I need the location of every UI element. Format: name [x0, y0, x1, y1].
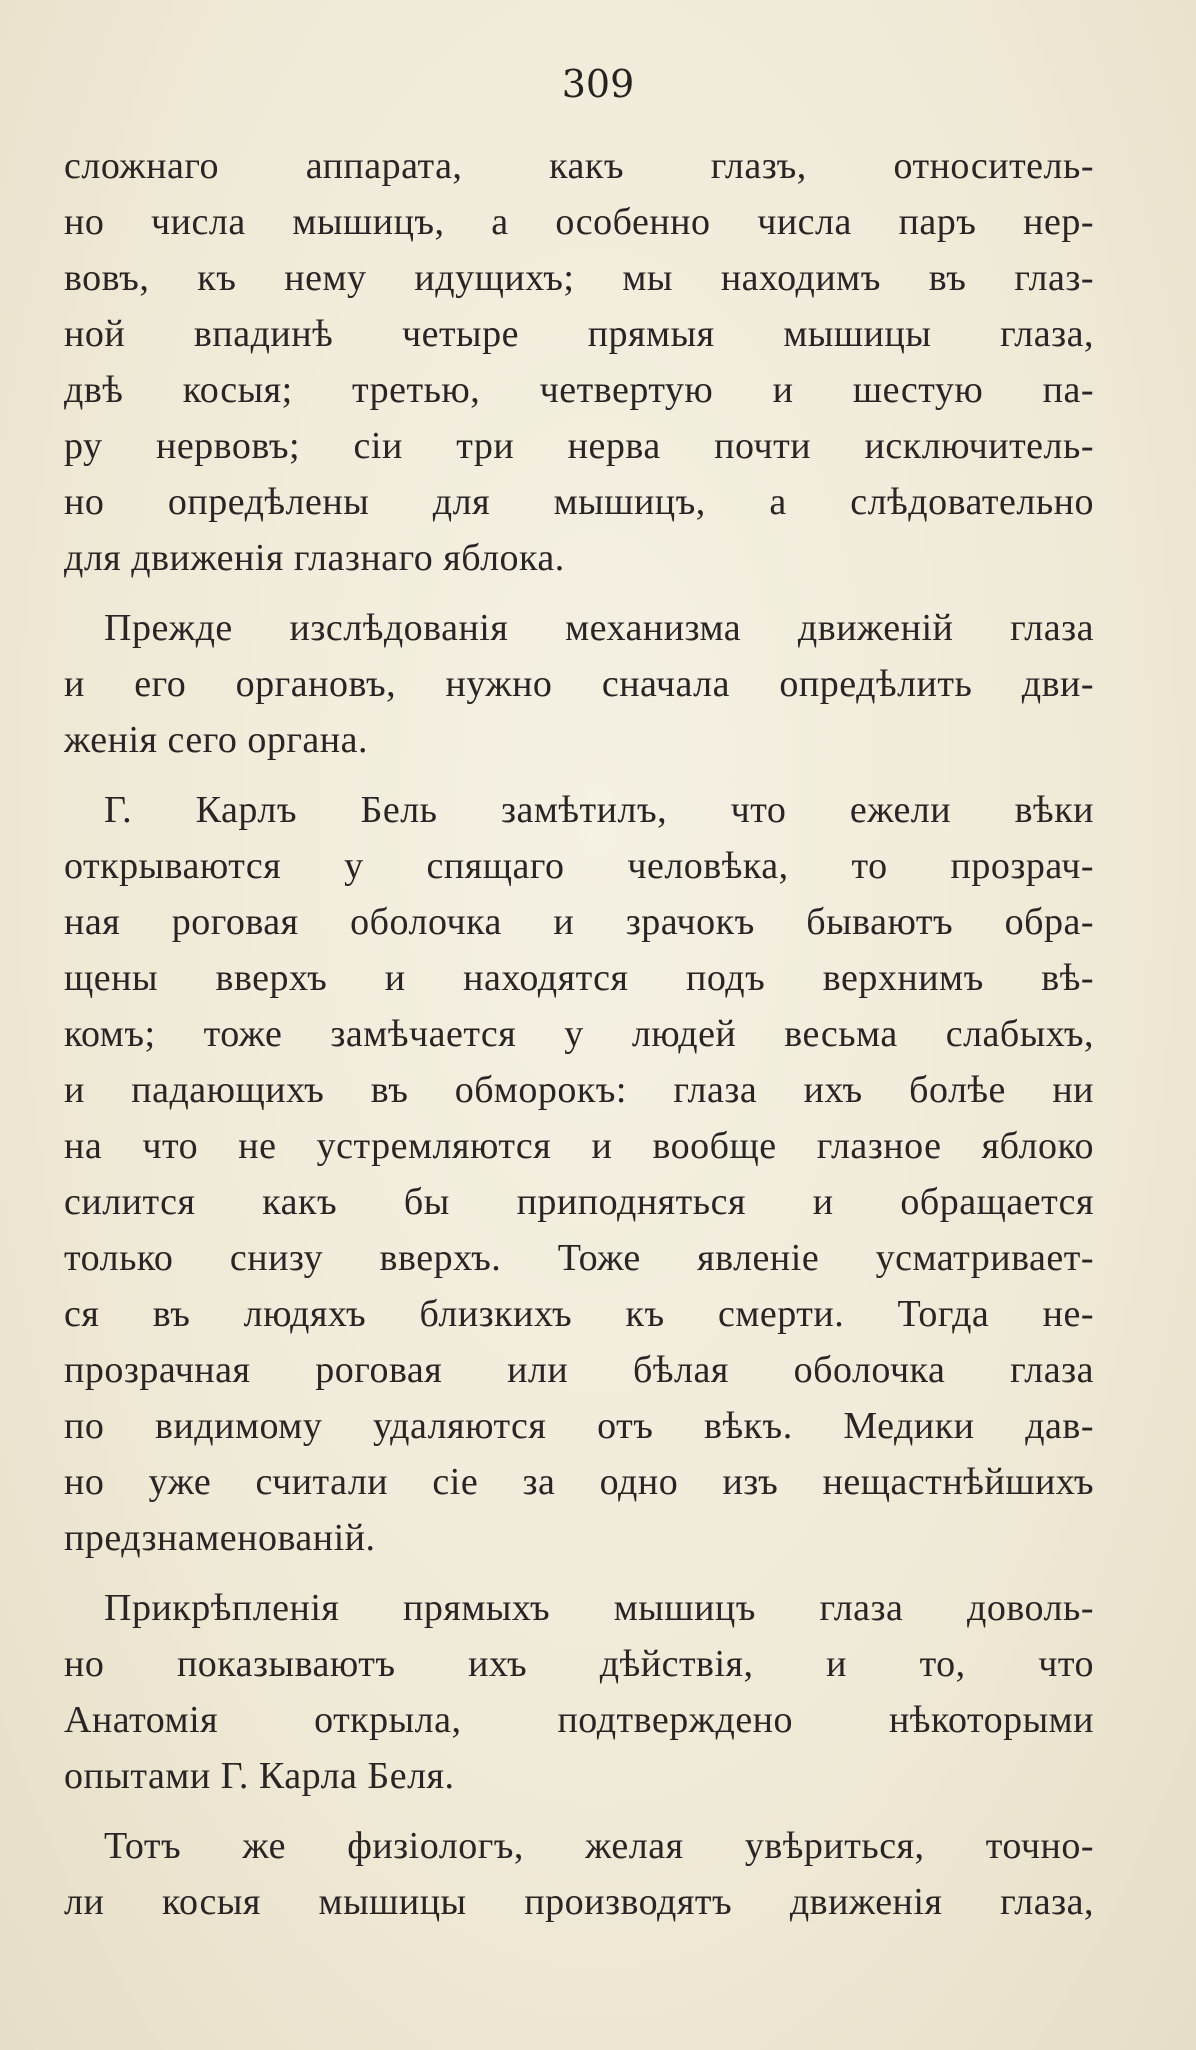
text-line: вовъ, къ нему идущихъ; мы находимъ въ глаз-: [64, 257, 1094, 299]
text-line: женія сего органа.: [64, 719, 368, 761]
text-line: и падающихъ въ обморокъ: глаза ихъ болѣе ни: [64, 1069, 1094, 1111]
text-line: ся въ людяхъ близкихъ къ смерти. Тогда не-: [64, 1293, 1094, 1335]
text-line: опытами Г. Карла Беля.: [64, 1755, 455, 1797]
text-line: ной впадинѣ четыре прямыя мышицы глаза,: [64, 313, 1094, 355]
paragraph-1: [64, 138, 1094, 586]
text-line: но опредѣлены для мышицъ, а слѣдовательно: [64, 481, 1094, 523]
text-line: но уже считали сіе за одно изъ нещастнѣйшихъ: [64, 1461, 1094, 1503]
paragraph-5: [64, 1818, 1094, 1930]
text-line: предзнаменованій.: [64, 1517, 376, 1559]
text-line: на что не устремляются и вообще глазное яблоко: [64, 1125, 1094, 1167]
text-line: сложнаго аппарата, какъ глазъ, относитель-: [64, 145, 1094, 187]
text-line: ру нервовъ; сіи три нерва почти исключитель-: [64, 425, 1094, 467]
text-line: только снизу вверхъ. Тоже явленіе усматривает-: [64, 1237, 1094, 1279]
text-line: по видимому удаляются отъ вѣкъ. Медики дав-: [64, 1405, 1094, 1447]
text-line: Прикрѣпленія прямыхъ мышицъ глаза доволь-: [104, 1587, 1094, 1629]
text-line: прозрачная роговая или бѣлая оболочка глаза: [64, 1349, 1094, 1391]
text-line: открываются у спящаго человѣка, то прозрач-: [64, 845, 1094, 887]
body-text: [64, 138, 1094, 1930]
text-line: для движенія глазнаго яблока.: [64, 537, 565, 579]
text-line: двѣ косыя; третью, четвертую и шестую па-: [64, 369, 1094, 411]
text-line: Анатомія открыла, подтверждено нѣкоторыми: [64, 1699, 1094, 1741]
text-line: ная роговая оболочка и зрачокъ бываютъ обра-: [64, 901, 1094, 943]
text-line: но показываютъ ихъ дѣйствія, и то, что: [64, 1643, 1094, 1685]
text-line: но числа мышицъ, а особенно числа паръ нер-: [64, 201, 1094, 243]
text-line: ли косыя мышицы производятъ движенія глаза,: [64, 1881, 1094, 1923]
paragraph-4: [64, 1580, 1094, 1804]
paragraph-2: [64, 600, 1094, 768]
text-line: Г. Карлъ Бель замѣтилъ, что ежели вѣки: [104, 789, 1094, 831]
text-line: комъ; тоже замѣчается у людей весьма слабыхъ,: [64, 1013, 1094, 1055]
text-line: силится какъ бы приподняться и обращается: [64, 1181, 1094, 1223]
text-line: щены вверхъ и находятся подъ верхнимъ вѣ-: [64, 957, 1094, 999]
text-line: Прежде изслѣдованія механизма движеній глаза: [104, 607, 1094, 649]
paragraph-3: [64, 782, 1094, 1566]
text-line: Тотъ же физіологъ, желая увѣриться, точно-: [104, 1825, 1094, 1867]
text-line: и его органовъ, нужно сначала опредѣлить дви-: [64, 663, 1094, 705]
page-number: 309: [561, 62, 635, 106]
